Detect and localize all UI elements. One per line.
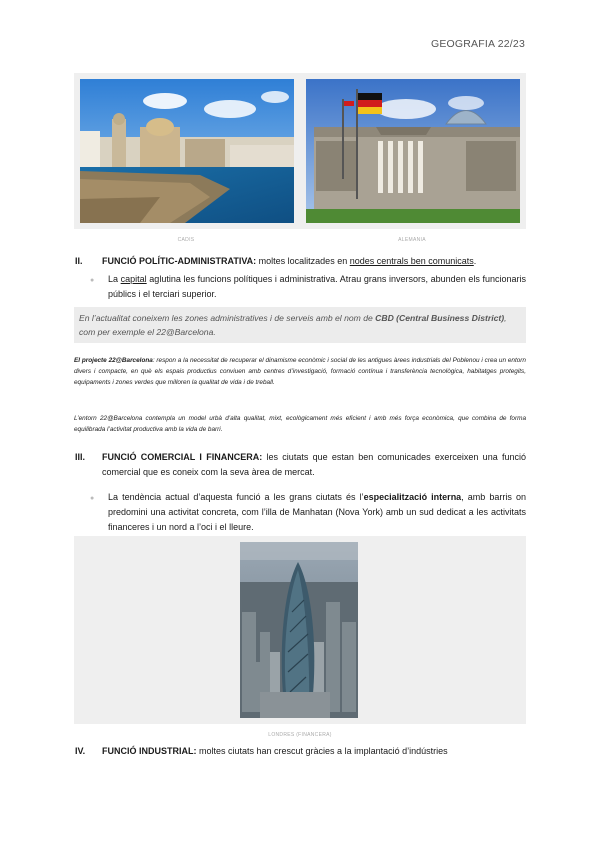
bullet-capital: ● La capital aglutina les funcions polítiques i administrativa. Atrau grans inversors, abunden els funcionaris públics i el terciari superior. (90, 274, 526, 299)
bullet-icon: ● (90, 277, 95, 284)
section-iii (75, 450, 526, 482)
cadis-photo (80, 79, 294, 223)
entorn-22-paragraph: L’entorn 22@Barcelona contempla un model urbà d’alta qualitat, mixt, ecològicament més eficient i amb més força econòmica, que combina de forma equilibrada l’activitat productiva amb la vida de barri. (74, 415, 526, 433)
bullet-icon: ● (90, 495, 95, 502)
section-text: FUNCIÓ INDUSTRIAL: moltes ciutats han crescut gràcies a la implantació d’indústries (102, 746, 448, 756)
london-photo (240, 542, 358, 718)
underlined-term: capital (120, 274, 147, 284)
caption-alemania: ALEMANIA (398, 237, 426, 243)
projecte-22-paragraph: El projecte 22@Barcelona: respon a la necessitat de recuperar el dinamisme econòmic i social de les antigues àrees industrials del Poblenou i crea un entorn divers i compacte, en què els espais productius conviuen amb centres d’investigació, formació contínua i transferència tecnològica, habitatges protegits, equipaments i zones verdes que milloren la qualitat de vida i de treball. (74, 357, 526, 386)
cbd-note: En l’actualitat coneixem les zones administratives i de serveis amb el nom de CBD (Central Business District), com per exemple el 22@Barcelona. (74, 307, 526, 343)
section-text: FUNCIÓ POLÍTIC-ADMINISTRATIVA: moltes localitzades en nodes centrals ben comunicats. (102, 256, 477, 266)
section-title: FUNCIÓ INDUSTRIAL: (102, 746, 197, 756)
section-title: FUNCIÓ POLÍTIC-ADMINISTRATIVA: (102, 256, 257, 266)
bullet-especialitzacio: ● La tendència actual d’aquesta funció a les grans ciutats és l’especialització interna, amb barris on predomini una activitat concreta, com l’illa de Manhatan (Nova York) amb un sud dedicat a les activitats financeres i un nord a l’oci i el lleure. (90, 492, 526, 532)
caption-londres: LONDRES (FINANCERA) (268, 732, 332, 738)
caption-cadis: CADIS (177, 237, 195, 243)
section-ii (75, 254, 526, 270)
photo-row (74, 73, 526, 229)
section-number: IV. (75, 746, 86, 756)
section-iv (75, 744, 526, 760)
section-number: II. (75, 256, 83, 266)
section-number: III. (75, 452, 86, 462)
reichstag-photo (306, 79, 520, 223)
underlined-term: nodes centrals ben comunicats (349, 256, 474, 266)
section-text: FUNCIÓ COMERCIAL I FINANCERA: les ciutats que estan ben comunicades exerceixen una funció comercial que es coneix com la seva àrea de mercat. (102, 452, 527, 477)
london-photo-box (74, 536, 526, 724)
section-title: FUNCIÓ COMERCIAL I FINANCERA: (102, 452, 263, 462)
page-header: GEOGRAFIA 22/23 (430, 38, 525, 50)
